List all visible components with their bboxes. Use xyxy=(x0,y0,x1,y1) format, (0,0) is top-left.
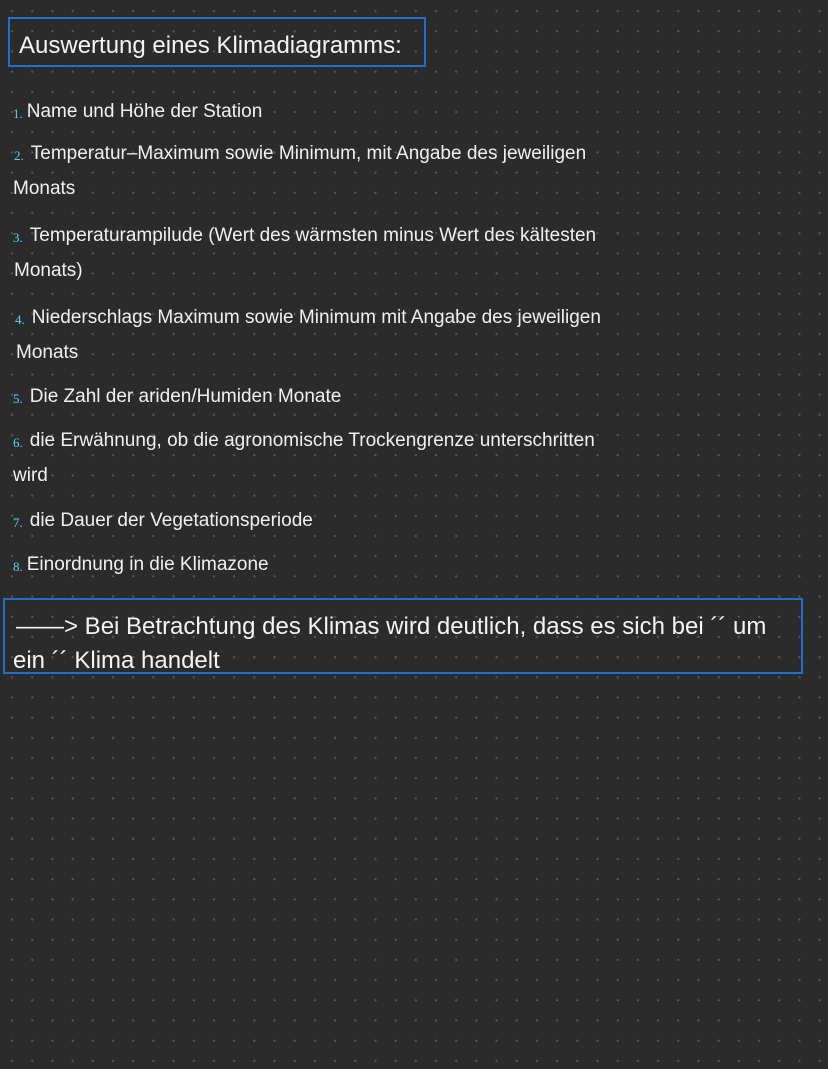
list-number: 6. xyxy=(13,435,23,450)
list-item-3 xyxy=(13,219,596,287)
list-item-text: Temperaturampilude (Wert des wärmsten minus Wert des kältesten xyxy=(29,225,597,246)
list-item-6 xyxy=(13,424,595,492)
list-number: 5. xyxy=(13,391,23,406)
list-item-7 xyxy=(13,504,313,539)
list-number: 7. xyxy=(13,515,23,530)
list-number: 1. xyxy=(13,106,23,121)
list-item-continuation: Monats xyxy=(13,178,76,199)
list-item-continuation: wird xyxy=(13,465,48,486)
list-item-text: Temperatur–Maximum sowie Minimum, mit Angabe des jeweiligen xyxy=(30,143,587,164)
list-item-text: die Dauer der Vegetationsperiode xyxy=(29,510,313,531)
list-item-continuation: Monats) xyxy=(14,260,83,281)
list-item-text: Die Zahl der ariden/Humiden Monate xyxy=(29,386,342,407)
list-item-2 xyxy=(13,137,586,205)
title-box xyxy=(8,17,426,67)
list-number: 3. xyxy=(13,230,23,245)
conclusion-box xyxy=(3,598,803,674)
list-number: 8. xyxy=(13,559,23,574)
list-item-continuation: Monats xyxy=(16,342,79,363)
conclusion-line-2: ein ´´ Klima handelt xyxy=(13,647,220,674)
list-item-text: Niederschlags Maximum sowie Minimum mit Angabe des jeweiligen xyxy=(31,307,601,328)
list-item-5 xyxy=(13,380,341,415)
conclusion-text xyxy=(13,610,806,678)
conclusion-line-1: ——> Bei Betrachtung des Klimas wird deutlich, dass es sich bei ´´ um xyxy=(16,613,767,640)
list-item-4 xyxy=(15,301,601,369)
list-item-8 xyxy=(13,548,269,583)
list-number: 4. xyxy=(15,312,25,327)
list-item-1 xyxy=(13,95,262,130)
list-item-text: die Erwähnung, ob die agronomische Trockengrenze unterschritten xyxy=(29,430,595,451)
list-item-text: Einordnung in die Klimazone xyxy=(26,554,269,575)
list-item-text: Name und Höhe der Station xyxy=(26,101,263,122)
page-title: Auswertung eines Klimadiagramms: xyxy=(19,32,402,59)
list-number: 2. xyxy=(14,148,24,163)
